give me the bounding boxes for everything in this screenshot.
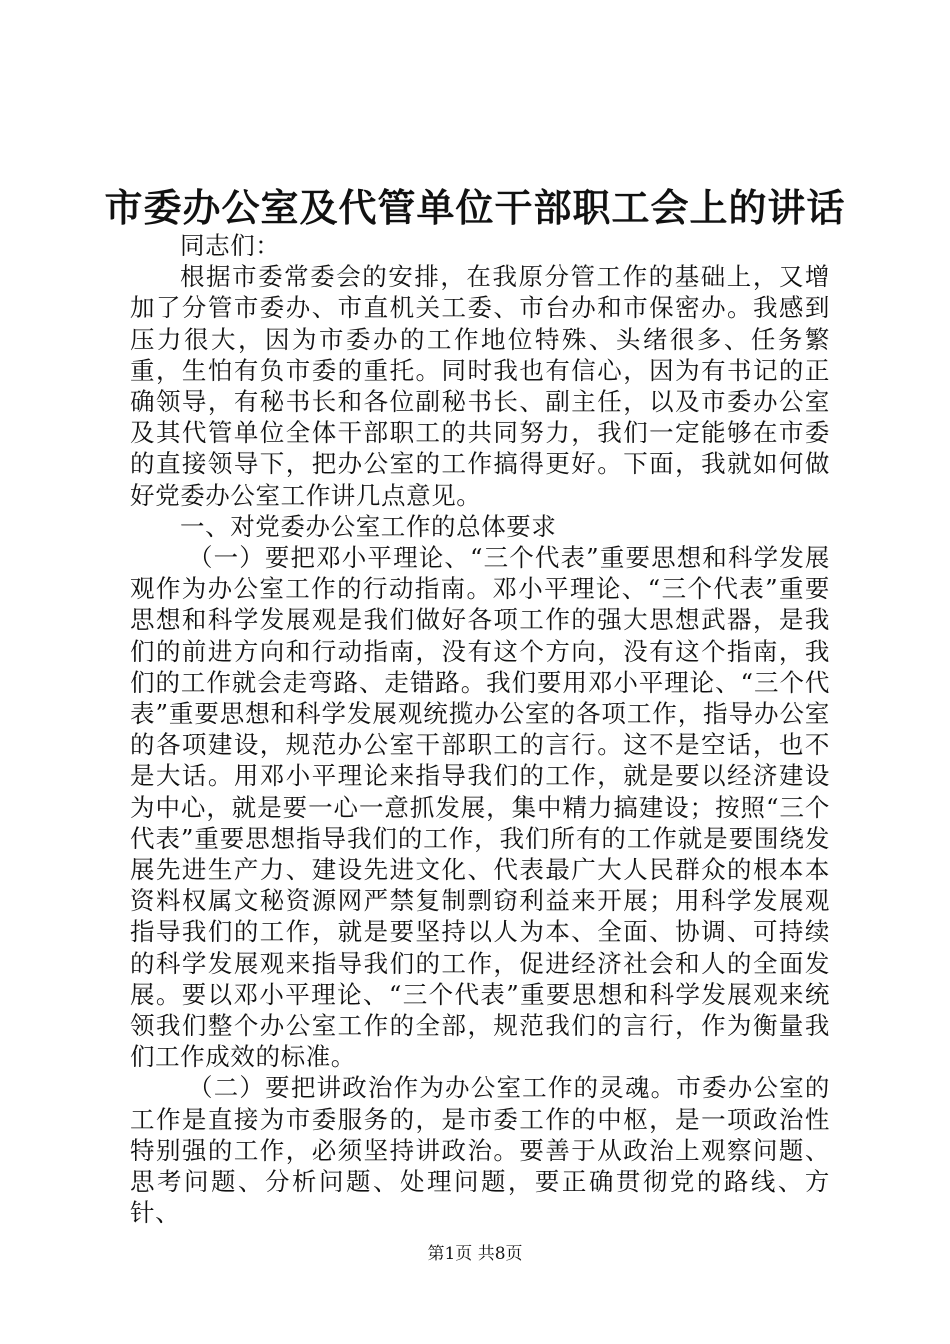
paragraph-intro: 根据市委常委会的安排，在我原分管工作的基础上，又增加了分管市委办、市直机关工委、市台办和市保密办。我感到压力很大，因为市委办的工作地位特殊、头绪很多、任务繁重，生怕有负市委的重托。同时我也有信心，因为有书记的正确领导，有秘书长和各位副秘书长、副主任，以及市委办公室及其代管单位全体干部职工的共同努力，我们一定能够在市委的直接领导下，把办公室的工作搞得更好。下面，我就如何做好党委办公室工作讲几点意见。 [130, 262, 830, 510]
paragraph-point-1: （一）要把邓小平理论、“三个代表”重要思想和科学发展观作为办公室工作的行动指南。邓小平理论、“三个代表”重要思想和科学发展观是我们做好各项工作的强大思想武器，是我们的前进方向和行动指南，没有这个方向，没有这个指南，我们的工作就会走弯路、走错路。我们要用邓小平理论、“三个代表”重要思想和科学发展观统揽办公室的各项工作，指导办公室的各项建设，规范办公室干部职工的言行。这不是空话，也不是大话。用邓小平理论来指导我们的工作，就是要以经济建设为中心，就是要一心一意抓发展，集中精力搞建设；按照“三个代表”重要思想指导我们的工作，我们所有的工作就是要围绕发展先进生产力、建设先进文化、代表最广大人民群众的根本本资料权属文秘资源网严禁复制剽窃利益来开展；用科学发展观指导我们的工作，就是要坚持以人为本、全面、协调、可持续的科学发展观来指导我们的工作，促进经济社会和人的全面发展。要以邓小平理论、“三个代表”重要思想和科学发展观来统领我们整个办公室工作的全部，规范我们的言行，作为衡量我们工作成效的标准。 [130, 543, 830, 1072]
salutation: 同志们： [180, 231, 281, 260]
page-footer: 第1页 共8页 [427, 1244, 523, 1264]
page-title: 市委办公室及代管单位干部职工会上的讲话 [104, 185, 846, 230]
section-heading: 一、对党委办公室工作的总体要求 [180, 511, 557, 541]
paragraph-point-2: （二）要把讲政治作为办公室工作的灵魂。市委办公室的工作是直接为市委服务的，是市委工作的中枢，是一项政治性特别强的工作，必须坚持讲政治。要善于从政治上观察问题、思考问题、分析问题、处理问题，要正确贯彻党的路线、方针、 [130, 1073, 830, 1228]
document-body [130, 230, 830, 1229]
